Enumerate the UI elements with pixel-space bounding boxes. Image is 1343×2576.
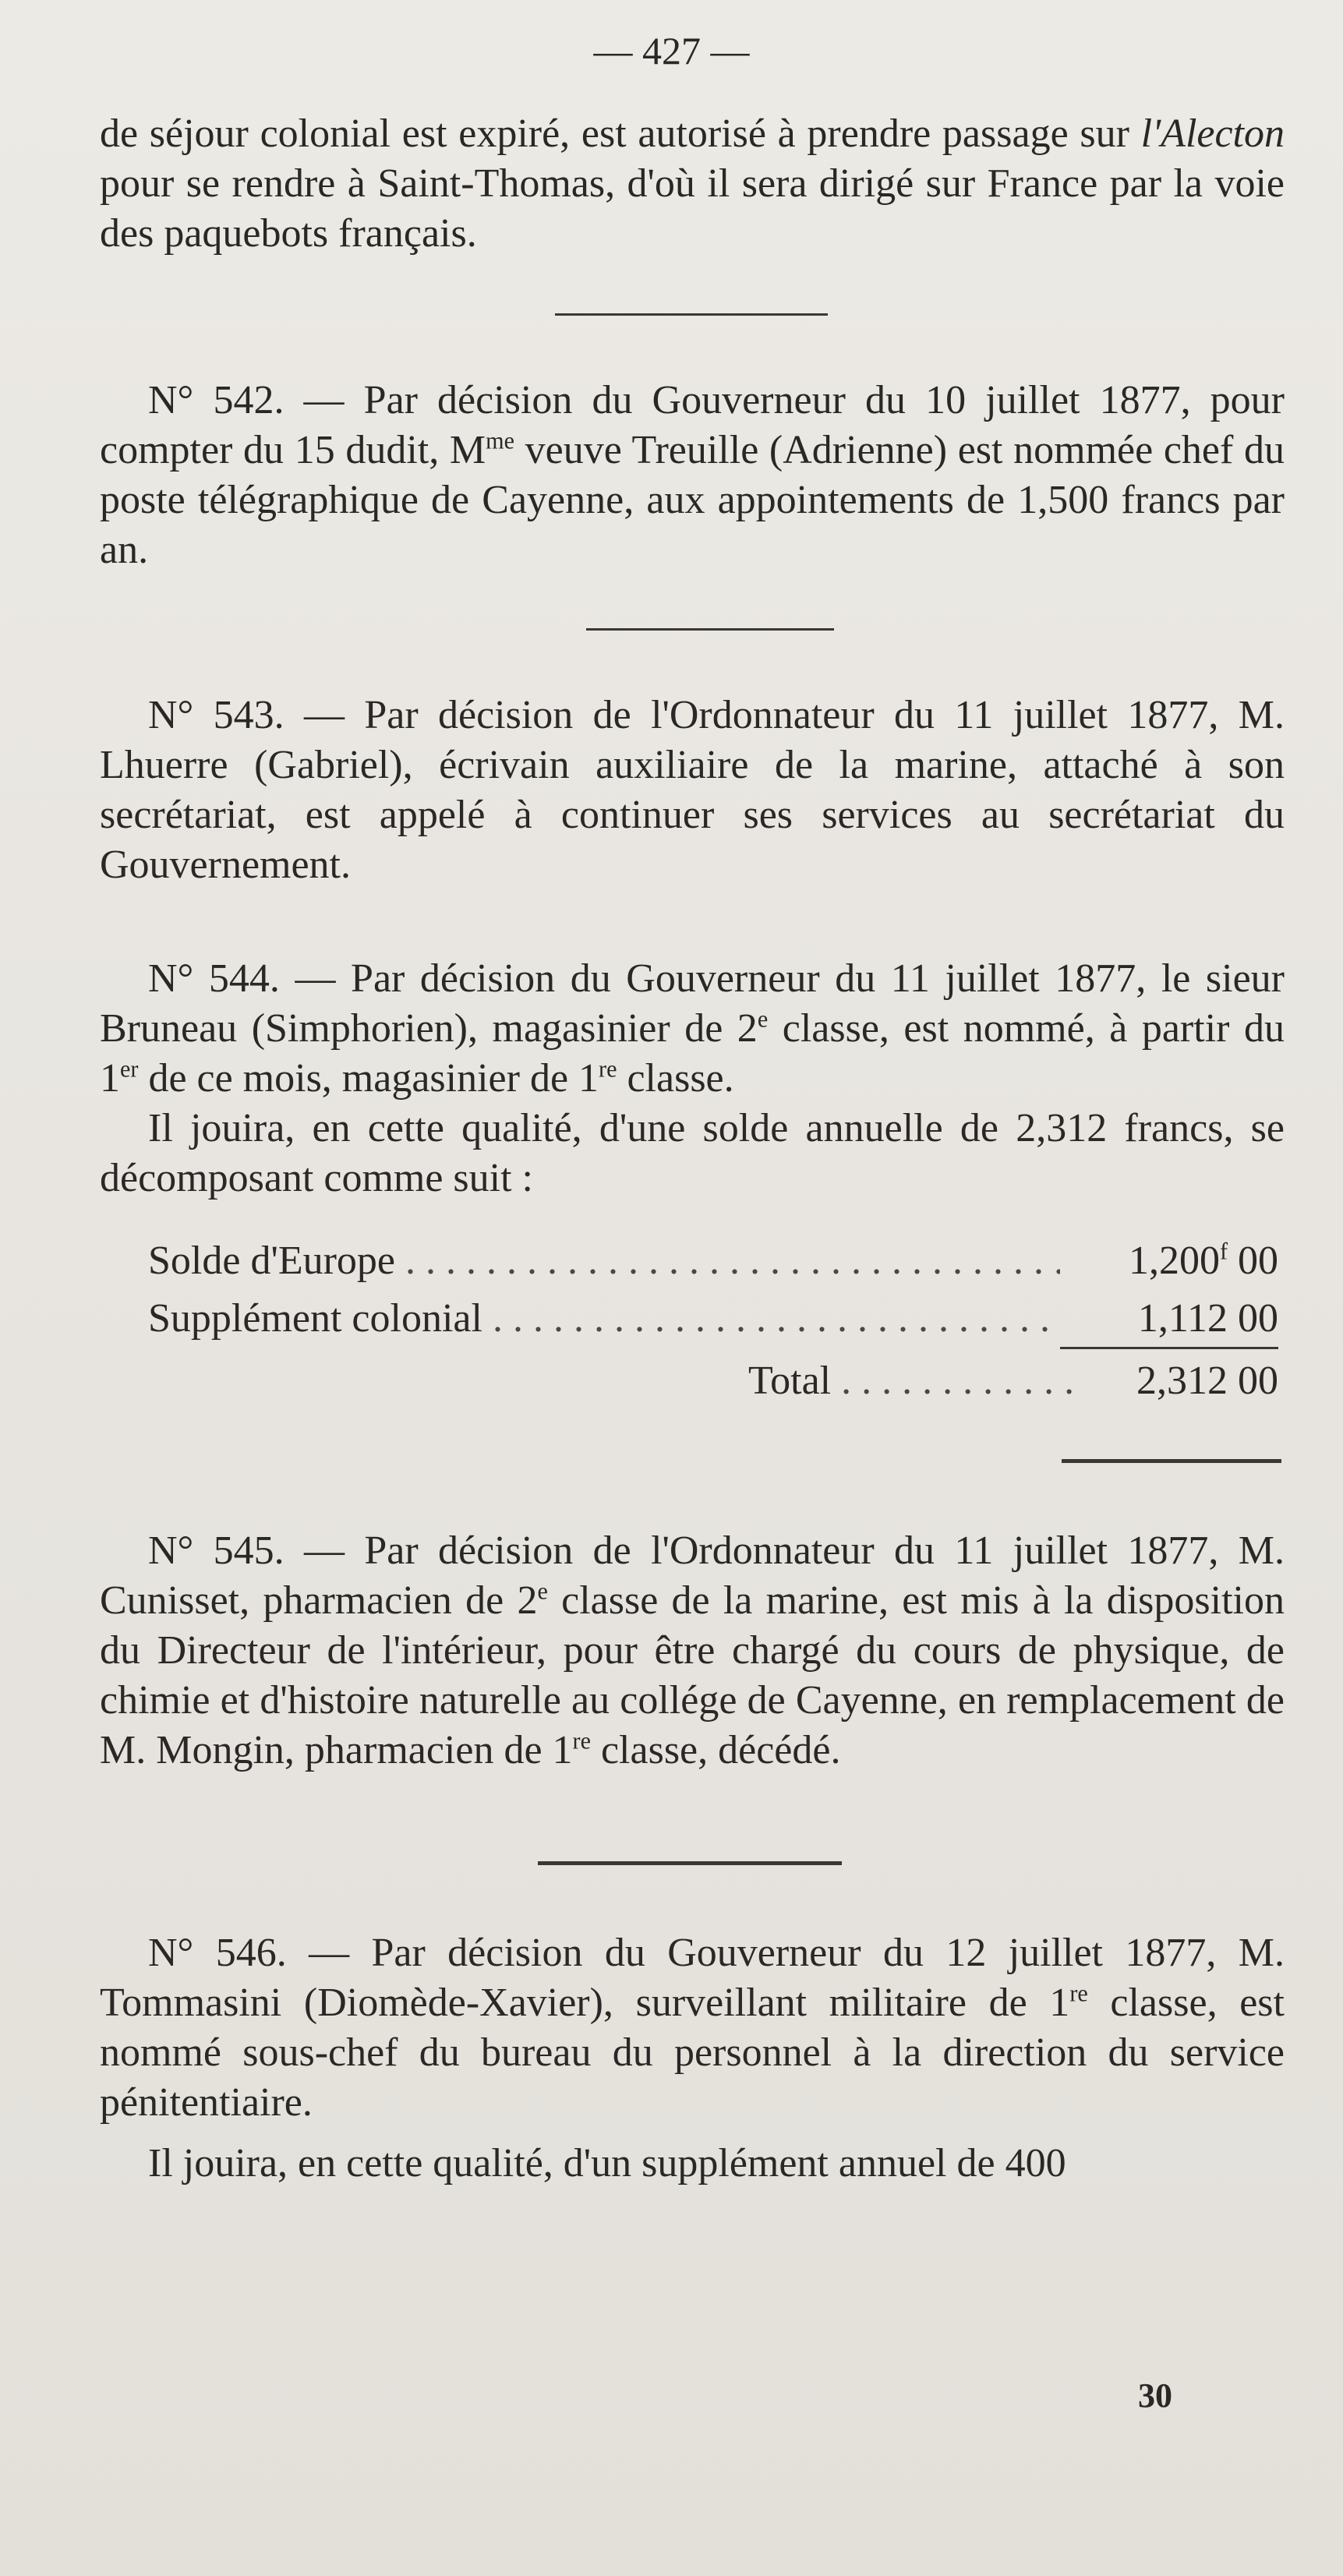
entry-number: N° 543. xyxy=(148,693,285,737)
superscript: e xyxy=(757,1005,769,1033)
total-amount: 2,312 00 xyxy=(1136,1358,1278,1403)
superscript: f xyxy=(1219,1238,1228,1265)
entry-544 xyxy=(100,954,1285,1203)
page-number: — 427 — xyxy=(593,29,750,72)
signature-mark: 30 xyxy=(1138,2376,1172,2415)
entry-text: classe. xyxy=(617,1056,734,1101)
superscript: er xyxy=(120,1055,139,1083)
total-row xyxy=(148,1352,1278,1409)
total-spacer xyxy=(148,1347,1278,1352)
table-row xyxy=(148,1289,1278,1347)
superscript: re xyxy=(599,1055,617,1083)
entry-546 xyxy=(100,1928,1285,2189)
supplement-paragraph: Il jouira, en cette qualité, d'un supplément annuel de 400 xyxy=(148,2141,1066,2186)
amount-value: 1,200 xyxy=(1128,1238,1220,1283)
entry-text: — Par décision du Gouverneur du 11 juillet 1877, le sieur Bruneau (Simphorien), magasinier de 2 xyxy=(100,956,1285,1051)
entry-number: N° 545. xyxy=(148,1528,285,1573)
total-rule xyxy=(1060,1347,1278,1349)
entry-text: de ce mois, magasinier de 1 xyxy=(138,1056,599,1101)
continuation-text: de séjour colonial est expiré, est autorisé à prendre passage sur xyxy=(100,111,1141,156)
continuation-paragraph xyxy=(100,109,1285,259)
entry-542 xyxy=(100,376,1285,575)
salary-paragraph: Il jouira, en cette qualité, d'une solde annuelle de 2,312 francs, se décomposant comme suit : xyxy=(100,1106,1285,1200)
double-rule xyxy=(1062,1459,1281,1463)
section-divider xyxy=(555,313,828,316)
entry-number: N° 542. xyxy=(148,378,285,422)
superscript: re xyxy=(572,1727,591,1754)
entry-545 xyxy=(100,1526,1285,1776)
entry-text: — Par décision du Gouverneur du 12 juillet 1877, M. Tommasini (Diomède-Xavier), surveillant militaire de 1 xyxy=(100,1931,1285,2025)
entry-text: classe, est nommé sous-chef du bureau du personnel à la direction du service pénitentiaire. xyxy=(100,1981,1285,2125)
row-label: Solde d'Europe . . . xyxy=(148,1238,1060,1284)
entry-text: — Par décision de l'Ordonnateur du 11 juillet 1877, M. Cunisset, pharmacien de 2 xyxy=(100,1528,1285,1623)
row-amount xyxy=(1060,1238,1278,1284)
entry-text: classe de la marine, est mis à la disposition du Directeur de l'intérieur, pour être chargé du cours de physique, de chimie et d'histoire naturelle au collége de Cayenne, en remplacement de M. Mongin, pharmacien de 1 xyxy=(100,1578,1285,1772)
entry-543 xyxy=(100,691,1285,890)
entry-text: classe, est nommé, à partir du 1 xyxy=(100,1006,1285,1101)
table-row xyxy=(148,1231,1278,1289)
superscript: me xyxy=(486,427,514,454)
section-divider xyxy=(586,628,834,631)
amount-cents: 00 xyxy=(1228,1238,1278,1283)
total-label: Total . . . xyxy=(748,1358,1076,1404)
row-amount: 1,112 00 xyxy=(1137,1295,1278,1341)
entry-number: N° 546. xyxy=(148,1931,287,1975)
superscript: re xyxy=(1069,1980,1088,2007)
row-label: Supplément colonial . . . xyxy=(148,1295,1060,1341)
continuation-text-end: pour se rendre à Saint-Thomas, d'où il sera dirigé sur France par la voie des paquebots français. xyxy=(100,161,1285,256)
entry-text: — Par décision de l'Ordonnateur du 11 juillet 1877, M. Lhuerre (Gabriel), écrivain auxiliaire de la marine, attaché à son secrétariat, est appelé à continuer ses services au secrétariat du Gouvernement. xyxy=(100,693,1285,887)
entry-text: classe, décédé. xyxy=(590,1728,841,1772)
entry-number: N° 544. xyxy=(148,956,280,1001)
salary-table xyxy=(148,1231,1278,1409)
entry-text-end: veuve Treuille (Adrienne) est nommée chef du poste télégraphique de Cayenne, aux appointements de 1,500 francs par an. xyxy=(100,428,1285,572)
superscript: e xyxy=(537,1578,548,1605)
entry-text: — Par décision du Gouverneur du 10 juillet 1877, pour compter du 15 dudit, M xyxy=(100,378,1285,472)
ship-name: l'Alecton xyxy=(1140,111,1285,156)
section-divider xyxy=(538,1861,842,1865)
